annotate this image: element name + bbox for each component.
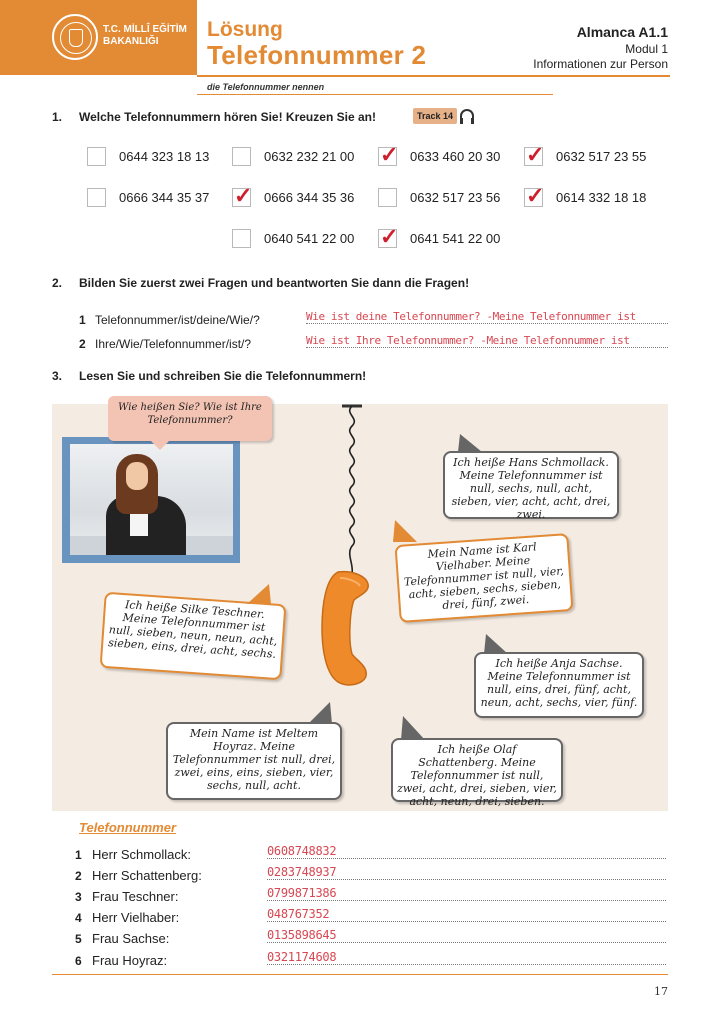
option-phone-number: 0632 517 23 55 bbox=[556, 149, 647, 164]
answer-row-name: Frau Hoyraz: bbox=[92, 953, 168, 968]
exercise-1-instruction: Welche Telefonnummern hören Sie! Kreuzen Sie an! bbox=[79, 110, 376, 124]
option-checkbox[interactable] bbox=[524, 183, 545, 208]
option-checkbox[interactable] bbox=[378, 142, 399, 167]
headphones-icon bbox=[460, 109, 474, 122]
question-2-prompt: Ihre/Wie/Telefonnummer/ist/? bbox=[95, 337, 252, 351]
exercise-2-instruction: Bilden Sie zuerst zwei Fragen und beantworten Sie dann die Fragen! bbox=[79, 276, 470, 290]
speech-bubble-vielhaber: Mein Name ist Karl Vielhaber. Meine Telefonnummer ist null, vier, acht, sieben, sechs, sieben, drei, fünf, zwei. bbox=[394, 533, 573, 623]
option-phone-number: 0614 332 18 18 bbox=[556, 190, 647, 205]
option-phone-number: 0633 460 20 30 bbox=[410, 149, 501, 164]
answer-row-name: Frau Teschner: bbox=[92, 889, 179, 904]
exercise-2-number: 2. bbox=[52, 276, 63, 290]
speech-bubble-schmollack: Ich heiße Hans Schmollack. Meine Telefonnummer ist null, sechs, null, acht, sieben, vier, acht, acht, drei, zwei. bbox=[443, 451, 619, 519]
answer-row-name: Herr Vielhaber: bbox=[92, 910, 180, 925]
answer-row-name: Frau Sachse: bbox=[92, 931, 170, 946]
subtitle-underline bbox=[197, 94, 553, 95]
course-level: Almanca A1.1 bbox=[576, 24, 668, 40]
answer-row-value[interactable]: 0321174608 bbox=[267, 950, 666, 965]
option-checkbox[interactable] bbox=[524, 142, 545, 167]
telephone-handset-icon bbox=[318, 570, 374, 688]
question-2-answer[interactable]: Wie ist Ihre Telefonnummer? -Meine Telefonnummer ist bbox=[306, 334, 668, 348]
answer-row-number: 5 bbox=[75, 932, 82, 946]
woman-on-phone-photo bbox=[70, 444, 233, 555]
option-phone-number: 0666 344 35 37 bbox=[119, 190, 210, 205]
phone-cord-icon bbox=[336, 404, 366, 579]
question-2-number: 2 bbox=[79, 337, 86, 351]
page-number: 17 bbox=[654, 985, 668, 998]
answer-row-value[interactable]: 0283748937 bbox=[267, 865, 666, 880]
option-phone-number: 0632 232 21 00 bbox=[264, 149, 355, 164]
check-mark-icon: ✓ bbox=[526, 142, 545, 167]
module-label: Modul 1 bbox=[625, 42, 668, 56]
question-1-number: 1 bbox=[79, 313, 86, 327]
option-phone-number: 0640 541 22 00 bbox=[264, 231, 355, 246]
answer-row-value[interactable]: 048767352 bbox=[267, 907, 666, 922]
exercise-1-number: 1. bbox=[52, 110, 63, 124]
option-phone-number: 0644 323 18 13 bbox=[119, 149, 210, 164]
check-mark-icon: ✓ bbox=[526, 183, 545, 208]
option-phone-number: 0632 517 23 56 bbox=[410, 190, 501, 205]
check-mark-icon: ✓ bbox=[234, 183, 253, 208]
speech-bubble-question: Wie heißen Sie? Wie ist Ihre Telefonnummer? bbox=[108, 396, 272, 441]
option-checkbox[interactable] bbox=[232, 147, 251, 166]
answer-row-number: 1 bbox=[75, 848, 82, 862]
option-checkbox[interactable] bbox=[378, 224, 399, 249]
page-title: Telefonnummer 2 bbox=[207, 40, 427, 70]
logo-text-line1: T.C. MİLLÎ EĞİTİM bbox=[103, 24, 187, 35]
logo-text-line2: BAKANLIĞI bbox=[103, 36, 159, 47]
answer-row-number: 2 bbox=[75, 869, 82, 883]
option-phone-number: 0666 344 35 36 bbox=[264, 190, 355, 205]
header-divider bbox=[197, 75, 670, 77]
speech-bubble-sachse: Ich heiße Anja Sachse. Meine Telefonnummer ist null, eins, drei, fünf, acht, neun, acht, sechs, vier, fünf. bbox=[474, 652, 644, 718]
answers-heading: Telefonnummer bbox=[79, 820, 177, 835]
answer-row-number: 4 bbox=[75, 911, 82, 925]
page-subtitle: die Telefonnummer nennen bbox=[207, 82, 325, 92]
track-badge: Track 14 bbox=[413, 108, 457, 124]
answer-row-number: 3 bbox=[75, 890, 82, 904]
option-checkbox[interactable] bbox=[87, 147, 106, 166]
solution-label: Lösung bbox=[207, 18, 283, 41]
footer-divider bbox=[52, 974, 668, 975]
exercise-3-instruction: Lesen Sie und schreiben Sie die Telefonnummern! bbox=[79, 369, 367, 383]
topic-label: Informationen zur Person bbox=[533, 57, 668, 71]
ministry-logo-icon bbox=[52, 14, 98, 60]
exercise-3-number: 3. bbox=[52, 369, 63, 383]
speech-bubble-teschner: Ich heiße Silke Teschner. Meine Telefonnummer ist null, sieben, neun, neun, acht, sieben, eins, drei, acht, sechs. bbox=[100, 592, 287, 681]
answer-row-name: Herr Schattenberg: bbox=[92, 868, 202, 883]
check-mark-icon: ✓ bbox=[380, 224, 399, 249]
check-mark-icon: ✓ bbox=[380, 142, 399, 167]
speech-bubble-hoyraz: Mein Name ist Meltem Hoyraz. Meine Telefonnummer ist null, drei, zwei, eins, eins, sieben, vier, sechs, null, acht. bbox=[166, 722, 342, 800]
option-checkbox[interactable] bbox=[378, 188, 397, 207]
option-phone-number: 0641 541 22 00 bbox=[410, 231, 501, 246]
answer-row-name: Herr Schmollack: bbox=[92, 847, 191, 862]
answer-row-value[interactable]: 0608748832 bbox=[267, 844, 666, 859]
logo-text bbox=[103, 24, 187, 48]
question-1-prompt: Telefonnummer/ist/deine/Wie/? bbox=[95, 313, 260, 327]
option-checkbox[interactable] bbox=[87, 188, 106, 207]
answer-row-number: 6 bbox=[75, 954, 82, 968]
question-1-answer[interactable]: Wie ist deine Telefonnummer? -Meine Telefonnummer ist bbox=[306, 310, 668, 324]
option-checkbox[interactable] bbox=[232, 229, 251, 248]
speech-bubble-schattenberg: Ich heiße Olaf Schattenberg. Meine Telefonnummer ist null, zwei, acht, drei, sieben, vier, acht, neun, drei, sieben. bbox=[391, 738, 563, 802]
answer-row-value[interactable]: 0799871386 bbox=[267, 886, 666, 901]
option-checkbox[interactable] bbox=[232, 183, 253, 208]
answer-row-value[interactable]: 0135898645 bbox=[267, 928, 666, 943]
